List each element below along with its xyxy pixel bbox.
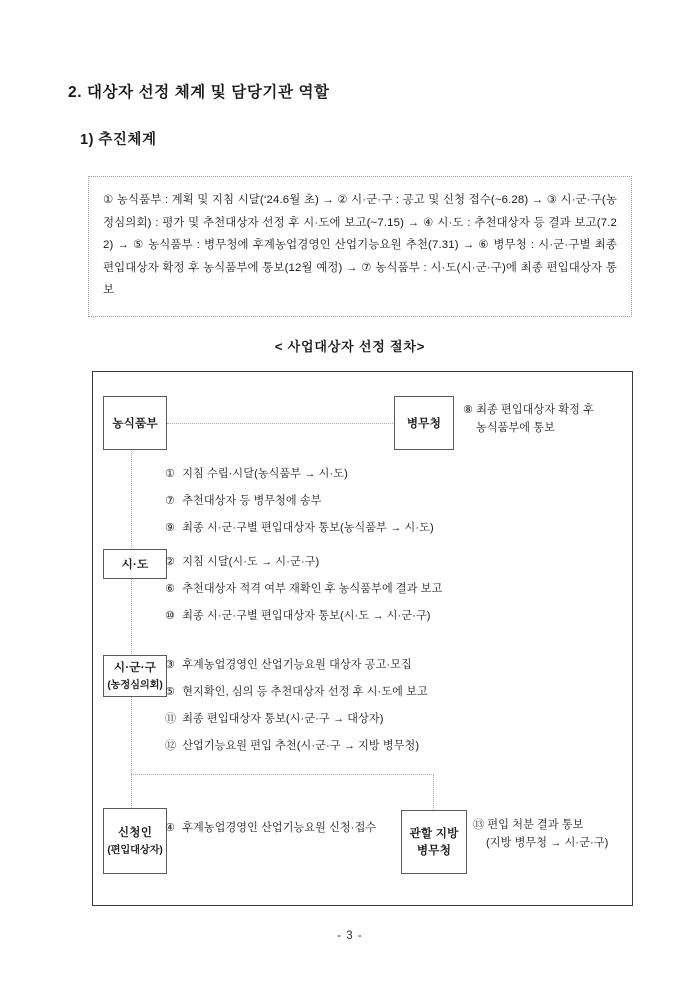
org-box-applicant-sublabel: (편입대상자)	[107, 844, 163, 856]
list-item	[165, 608, 442, 624]
list-item	[165, 820, 376, 836]
item-text: 최종 시·군·구별 편입대상자 통보(시·도 → 시·군·구)	[182, 610, 431, 622]
item-list-sigungu	[165, 657, 428, 754]
item-list-mafra	[165, 466, 434, 536]
item-marker: ⑤	[165, 686, 176, 698]
item-marker: ⑫	[165, 740, 177, 752]
item-marker: ⑪	[165, 713, 177, 725]
connector-drop-to-local-mma	[433, 774, 434, 810]
section-heading: 2. 대상자 선정 체계 및 담당기관 역할	[68, 84, 330, 101]
annotation-mma	[463, 402, 594, 437]
annotation-local-mma	[473, 817, 608, 852]
annotation-local-mma-marker: ⑬	[473, 819, 485, 831]
process-summary-box	[88, 176, 632, 317]
list-item	[165, 684, 428, 700]
item-marker: ⑦	[165, 495, 176, 507]
org-box-mma	[394, 396, 454, 450]
item-text: 추천대상자 적격 여부 재확인 후 농식품부에 결과 보고	[182, 583, 443, 595]
annotation-local-mma-line1: 편입 처분 결과 통보	[487, 819, 584, 831]
org-box-mafra-label: 농식품부	[112, 416, 158, 430]
selection-process-diagram	[92, 371, 633, 906]
item-text: 후계농업경영인 산업기능요원 신청·접수	[182, 822, 377, 834]
org-box-mafra	[103, 396, 167, 450]
item-marker: ④	[165, 822, 176, 834]
subsection-heading: 1) 추진체계	[80, 132, 157, 148]
org-box-applicant-label: 신청인	[117, 825, 153, 839]
list-item	[165, 711, 428, 727]
list-item	[165, 657, 428, 673]
org-box-mma-label: 병무청	[406, 416, 442, 430]
annotation-mma-line2: 농식품부에 통보	[476, 421, 555, 434]
item-text: 최종 시·군·구별 편입대상자 통보(농식품부 → 시·도)	[182, 522, 434, 534]
item-text: 산업기능요원 편입 추천(시·군·구 → 지방 병무청)	[182, 740, 420, 752]
org-box-sido	[103, 549, 167, 579]
org-box-sigungu-sublabel: (농정심의회)	[107, 679, 163, 691]
diagram-caption: < 사업대상자 선정 절차>	[274, 339, 426, 354]
item-text: 후계농업경영인 산업기능요원 대상자 공고·모집	[182, 659, 412, 671]
org-box-sigungu	[103, 655, 167, 697]
item-marker: ⑨	[165, 522, 176, 534]
org-box-sigungu-label: 시·군·구	[113, 660, 157, 674]
connector-mafra-to-mma	[167, 423, 395, 424]
list-item	[165, 466, 434, 482]
annotation-mma-line1: 최종 편입대상자 확정 후	[476, 404, 594, 416]
item-marker: ⑥	[165, 583, 176, 595]
org-box-sido-label: 시·도	[121, 557, 149, 571]
list-item	[165, 554, 442, 570]
item-text: 지침 시달(시·도 → 시·군·구)	[182, 556, 320, 568]
org-box-applicant	[103, 808, 167, 874]
item-text: 현지확인, 심의 등 추천대상자 선정 후 시·도에 보고	[182, 686, 428, 698]
item-marker: ③	[165, 659, 176, 671]
org-box-local-mma-label2: 병무청	[416, 844, 452, 857]
process-summary-text: ① 농식품부 : 계획 및 지침 시달(‘24.6월 초) → ② 시·군·구 : 공고 및 신청 접수(~6.28) → ③ 시·군·구(농정심의회) : 평가 및 추천대상자 선정 후 시·도에 보고(~7.15) → ④ 시·도 : 추천대상자 등 결과 보고(7.22) → ⑤ 농식품부 : 병무청에 후계농업경영인 산업기능요원 추천(7.31) → ⑥ 병무청 : 시·군·구별 최종 편입대상자 확정 후 농식품부에 통보(12월 예정) → ⑦ 농식품부 : 시·도(시·군·구)에 최종 편입대상자 통보	[103, 194, 617, 296]
item-text: 지침 수립·시달(농식품부 → 시·도)	[182, 468, 348, 480]
list-item	[165, 738, 428, 754]
item-marker: ①	[165, 468, 176, 480]
org-box-local-mma	[401, 810, 467, 874]
item-text: 최종 편입대상자 통보(시·군·구 → 대상자)	[182, 713, 384, 725]
item-text: 추천대상자 등 병무청에 송부	[182, 495, 322, 507]
page-number: - 3 -	[337, 930, 363, 942]
item-marker: ②	[165, 556, 176, 568]
connector-vertical-spine	[131, 434, 132, 808]
item-list-applicant	[165, 820, 376, 836]
list-item	[165, 581, 442, 597]
list-item	[165, 493, 434, 509]
list-item	[165, 520, 434, 536]
item-marker: ⑩	[165, 610, 176, 622]
annotation-local-mma-line2: (지방 병무청 → 시·군·구)	[486, 836, 609, 849]
item-list-sido	[165, 554, 442, 624]
org-box-local-mma-label: 관할 지방	[409, 827, 459, 840]
connector-branch-to-local-mma	[131, 774, 434, 775]
annotation-mma-marker: ⑧	[463, 404, 474, 416]
